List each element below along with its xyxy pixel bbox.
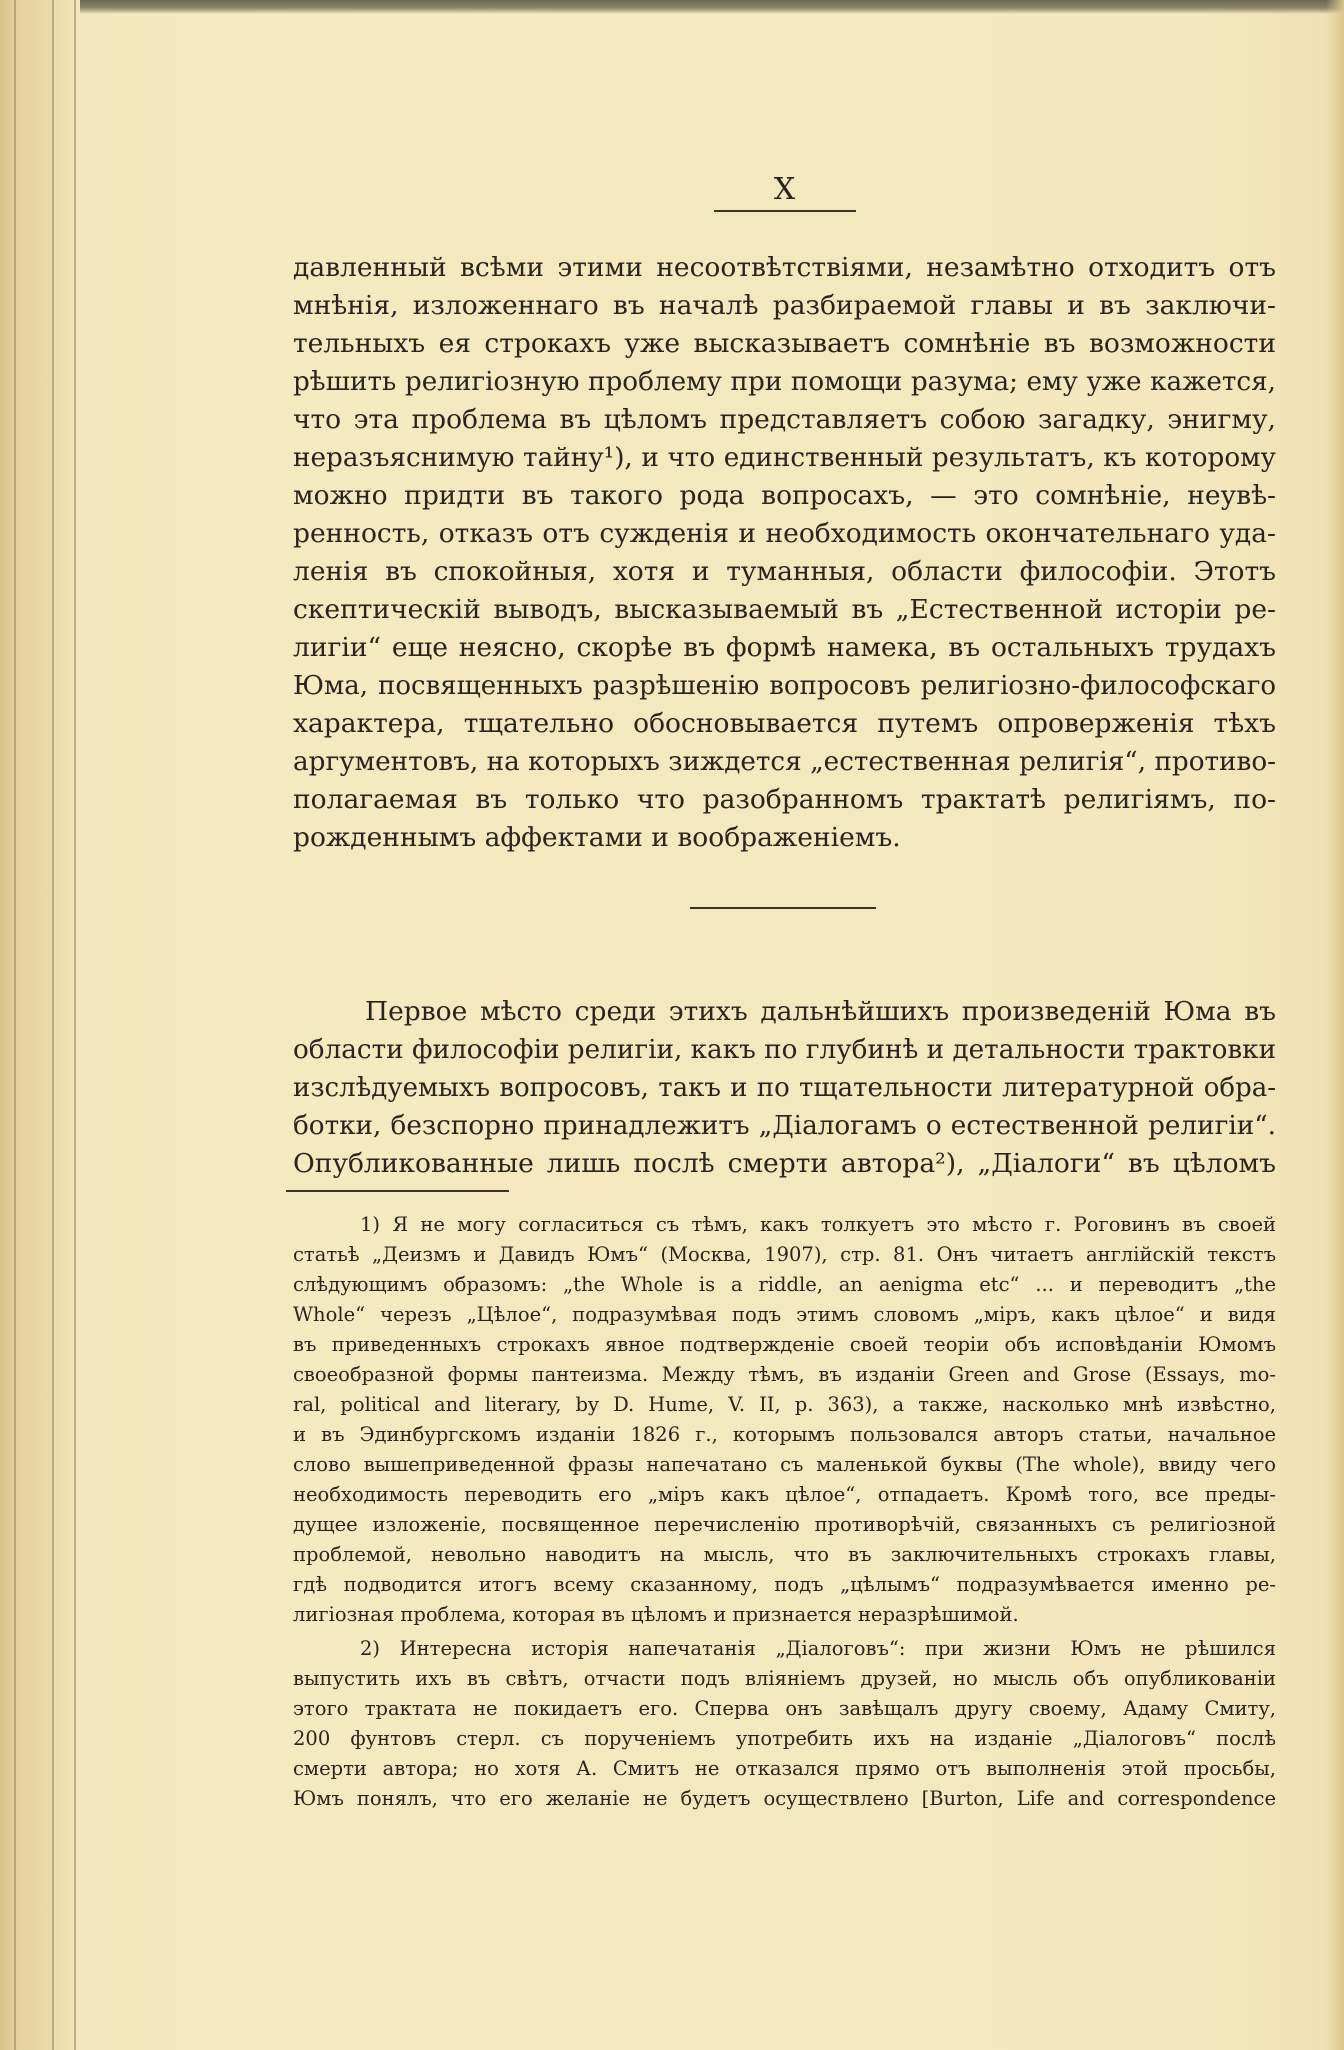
text-line: ботки, безспорно принадлежитъ „Діалогамъ о естественной религіи“. — [293, 1111, 1276, 1141]
text-line: рожденнымъ аффектами и воображеніемъ. — [293, 822, 901, 853]
text-line: Первое мѣсто среди этихъ дальнѣйшихъ произведеній Юма въ — [365, 996, 1276, 1027]
text-line: Опубликованные лишь послѣ смерти автора²), „Діалоги“ въ цѣломъ — [293, 1148, 1276, 1179]
text-line: изслѣдуемыхъ вопросовъ, такъ и по тщательности литературной обра- — [293, 1073, 1276, 1103]
footnote-line: статьѣ „Деизмъ и Давидъ Юмъ“ (Москва, 1907), стр. 81. Онъ читаетъ англійскій текстъ — [293, 1243, 1276, 1266]
footnote-line: 200 фунтовъ стерл. съ порученіемъ употребить ихъ на изданіе „Діалоговъ“ послѣ — [293, 1727, 1276, 1750]
text-line: характера, тщательно обосновывается путемъ опроверженія тѣхъ — [293, 708, 1276, 739]
footnote-line: дущее изложеніе, посвященное перечисленію противорѣчій, связанныхъ съ религіозной — [293, 1513, 1276, 1536]
book-binding — [0, 0, 74, 2050]
text-line: лигіи“ еще неясно, скорѣе въ формѣ намека, въ остальныхъ трудахъ — [293, 632, 1276, 663]
footnote-line: необходимость переводить его „міръ какъ цѣлое“, отпадаетъ. Кромѣ того, все преды- — [293, 1483, 1276, 1506]
text-line: ленія въ спокойныя, хотя и туманныя, области философіи. Этотъ — [293, 556, 1276, 587]
text-line: области философіи религіи, какъ по глубинѣ и детальности трактовки — [293, 1035, 1277, 1065]
footnote-line: выпустить ихъ въ свѣтъ, отчасти подъ вліяніемъ друзей, но мысль объ опубликованіи — [293, 1667, 1276, 1690]
section-separator — [690, 907, 876, 909]
footnote-line: проблемой, невольно наводитъ на мысль, что въ заключительныхъ строкахъ главы, — [293, 1543, 1276, 1566]
text-line: неразъяснимую тайну¹), и что единственный результатъ, къ которому — [293, 443, 1276, 473]
footnote-rule — [286, 1190, 509, 1192]
footnote-line: Whole“ черезъ „Цѣлое“, подразумѣвая подъ этимъ словомъ „міръ, какъ цѣлое“ и видя — [293, 1303, 1276, 1326]
page-number: X — [773, 172, 797, 207]
text-line: ренность, отказъ отъ сужденія и необходимость окончательнаго уда- — [293, 518, 1276, 549]
page-top-edge — [80, 0, 1344, 14]
footnote-line: своеобразной формы пантеизма. Между тѣмъ, въ изданіи Green and Grose (Essays, mo- — [293, 1363, 1276, 1386]
text-line: мнѣнія, изложеннаго въ началѣ разбираемой главы и въ заключи- — [293, 290, 1276, 321]
footnote-line: лигіозная проблема, которая въ цѣломъ и признается неразрѣшимой. — [293, 1603, 1019, 1626]
footnote-line: и въ Эдинбургскомъ изданіи 1826 г., которымъ пользовался авторъ статьи, начальное — [293, 1423, 1276, 1446]
footnote-line: ral, political and literary, by D. Hume, V. II, p. 363), а также, насколько мнѣ извѣстно, — [293, 1393, 1276, 1416]
text-line: можно придти въ такого рода вопросахъ, — это сомнѣніе, неувѣ- — [293, 480, 1276, 511]
footnote-line: этого трактата не покидаетъ его. Сперва онъ завѣщалъ другу своему, Адаму Смиту, — [293, 1697, 1276, 1720]
text-line: что эта проблема въ цѣломъ представляетъ собою загадку, энигму, — [293, 404, 1276, 435]
page-number-rule — [714, 210, 856, 212]
footnote-line: гдѣ подводится итогъ всему сказанному, подъ „цѣлымъ“ подразумѣвается именно ре- — [293, 1573, 1276, 1596]
text-line: полагаемая въ только что разобранномъ трактатѣ религіямъ, по- — [293, 784, 1276, 815]
page-right-edge — [1326, 0, 1344, 2050]
text-line: рѣшить религіозную проблему при помощи разума; ему уже кажется, — [293, 367, 1276, 397]
text-line: Юма, посвященныхъ разрѣшенію вопросовъ религіозно-философскаго — [293, 671, 1276, 701]
text-line: давленный всѣми этими несоотвѣтствіями, незамѣтно отходитъ отъ — [293, 252, 1276, 283]
binding-edge — [74, 0, 76, 2050]
footnote-line: слово вышеприведенной фразы напечатано съ маленькой буквы (The whole), ввиду чего — [293, 1453, 1276, 1476]
footnote-line: 2) Интересна исторія напечатанія „Діалоговъ“: при жизни Юмъ не рѣшился — [360, 1637, 1276, 1660]
text-line: тельныхъ ея строкахъ уже высказываетъ сомнѣніе въ возможности — [293, 328, 1276, 359]
footnote-line: въ приведенныхъ строкахъ явное подтвержденіе своей теоріи объ исповѣданіи Юмомъ — [293, 1333, 1276, 1356]
footnote-line: смерти автора; но хотя А. Смитъ не отказался прямо отъ выполненія этой просьбы, — [293, 1757, 1276, 1780]
binding-edge — [52, 0, 54, 2050]
text-line: скептическій выводъ, высказываемый въ „Естественной исторіи ре- — [293, 594, 1276, 625]
binding-edge — [14, 0, 16, 2050]
footnote-line: Юмъ понялъ, что его желаніе не будетъ осуществлено [Burton, Life and correspondence — [293, 1787, 1276, 1810]
footnote-line: 1) Я не могу согласиться съ тѣмъ, какъ толкуетъ это мѣсто г. Роговинъ въ своей — [360, 1213, 1276, 1236]
footnote-line: слѣдующимъ образомъ: „the Whole is a riddle, an aenigma etc“ ... и переводитъ „the — [293, 1273, 1276, 1296]
text-line: аргументовъ, на которыхъ зиждется „естественная религія“, противо- — [293, 747, 1276, 777]
